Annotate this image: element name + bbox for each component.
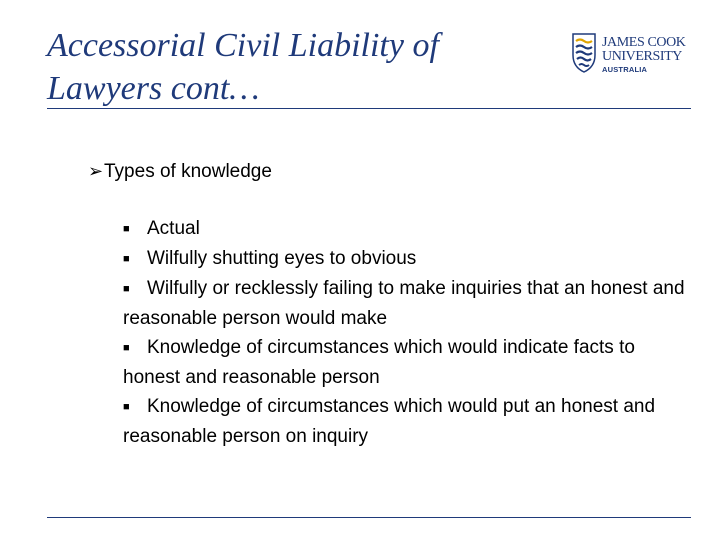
slide-body xyxy=(88,157,708,447)
title-line-2: Lawyers cont… xyxy=(47,70,260,107)
list-item-text: Knowledge of circumstances which would indicate facts to honest and reasonable person xyxy=(123,337,635,388)
list-item xyxy=(123,333,693,392)
square-bullet-icon: ■ xyxy=(123,342,130,354)
list-item xyxy=(123,214,693,244)
list-item xyxy=(123,274,693,333)
section-heading xyxy=(88,157,708,186)
square-bullet-icon: ■ xyxy=(123,253,130,265)
list-item-text: Wilfully or recklessly failing to make inquiries that an honest and reasonable person would make xyxy=(123,278,685,329)
list-item xyxy=(123,392,693,451)
logo-line-2: UNIVERSITY xyxy=(602,49,682,64)
knowledge-list xyxy=(123,214,693,451)
section-heading-text: Types of knowledge xyxy=(104,161,272,182)
list-item-text: Knowledge of circumstances which would put an honest and reasonable person on inquiry xyxy=(123,396,656,447)
title-line-1: Accessorial Civil Liability of xyxy=(47,27,439,64)
square-bullet-icon: ■ xyxy=(123,283,130,295)
footer-divider xyxy=(47,517,691,518)
logo-line-3: AUSTRALIA xyxy=(602,65,648,74)
arrow-bullet-icon: ➢ xyxy=(88,161,104,181)
list-item-text: Wilfully shutting eyes to obvious xyxy=(147,248,417,269)
slide-title xyxy=(47,24,527,110)
title-divider xyxy=(47,108,691,109)
logo-line-1: JAMES COOK xyxy=(602,35,686,50)
logo-wordmark xyxy=(602,36,686,75)
square-bullet-icon: ■ xyxy=(123,223,130,235)
jcu-logo xyxy=(571,33,693,81)
list-item-text: Actual xyxy=(147,218,200,239)
list-item xyxy=(123,244,693,274)
shield-waves-icon xyxy=(571,33,597,73)
square-bullet-icon: ■ xyxy=(123,401,130,413)
